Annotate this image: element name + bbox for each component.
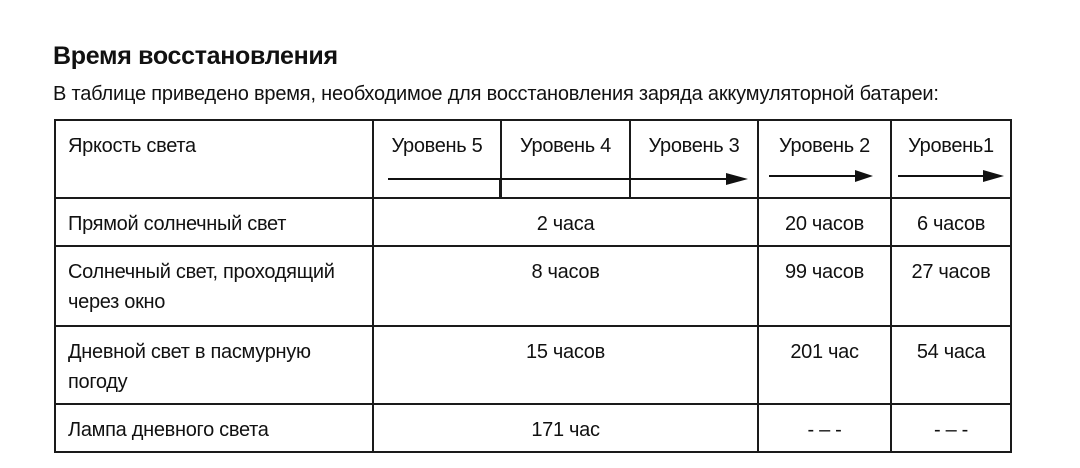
section-description: В таблице приведено время, необходимое для восстановления заряда аккумуляторной батареи: bbox=[53, 83, 939, 105]
arrow-right-icon bbox=[374, 170, 762, 198]
value-level-2: 20 часов bbox=[758, 198, 891, 246]
table-row bbox=[55, 404, 1011, 452]
header-level-1 bbox=[891, 120, 1011, 198]
table-row bbox=[55, 198, 1011, 246]
value-level-1: 27 часов bbox=[891, 246, 1011, 326]
value-levels-5-3: 2 часа bbox=[373, 198, 758, 246]
value-levels-5-3: 15 часов bbox=[373, 326, 758, 404]
value-levels-5-3: 8 часов bbox=[373, 246, 758, 326]
row-label: Дневной свет в пасмурную погоду bbox=[55, 326, 373, 404]
row-label: Лампа дневного света bbox=[55, 404, 373, 452]
arrow-right-icon bbox=[892, 169, 1010, 183]
row-label: Солнечный свет, проходящий через окно bbox=[55, 246, 373, 326]
value-level-1: 6 часов bbox=[891, 198, 1011, 246]
value-level-1: - – - bbox=[891, 404, 1011, 452]
section-title: Время восстановления bbox=[53, 42, 338, 70]
arrow-right-icon bbox=[759, 169, 890, 183]
level-1-label: Уровень1 bbox=[908, 135, 994, 157]
value-level-2: - – - bbox=[758, 404, 891, 452]
header-brightness bbox=[55, 120, 373, 198]
level-2-label: Уровень 2 bbox=[778, 135, 871, 157]
value-level-2: 99 часов bbox=[758, 246, 891, 326]
value-levels-5-3: 171 час bbox=[373, 404, 758, 452]
level-3-label: Уровень 3 bbox=[648, 135, 740, 157]
level-4-label: Уровень 4 bbox=[519, 135, 612, 157]
level-5-label: Уровень 5 bbox=[391, 135, 483, 157]
header-brightness-label: Яркость света bbox=[68, 135, 196, 157]
value-level-2: 201 час bbox=[758, 326, 891, 404]
value-level-1: 54 часа bbox=[891, 326, 1011, 404]
table-row bbox=[55, 326, 1011, 404]
table-row bbox=[55, 246, 1011, 326]
header-level-2 bbox=[758, 120, 891, 198]
row-label: Прямой солнечный свет bbox=[55, 198, 373, 246]
